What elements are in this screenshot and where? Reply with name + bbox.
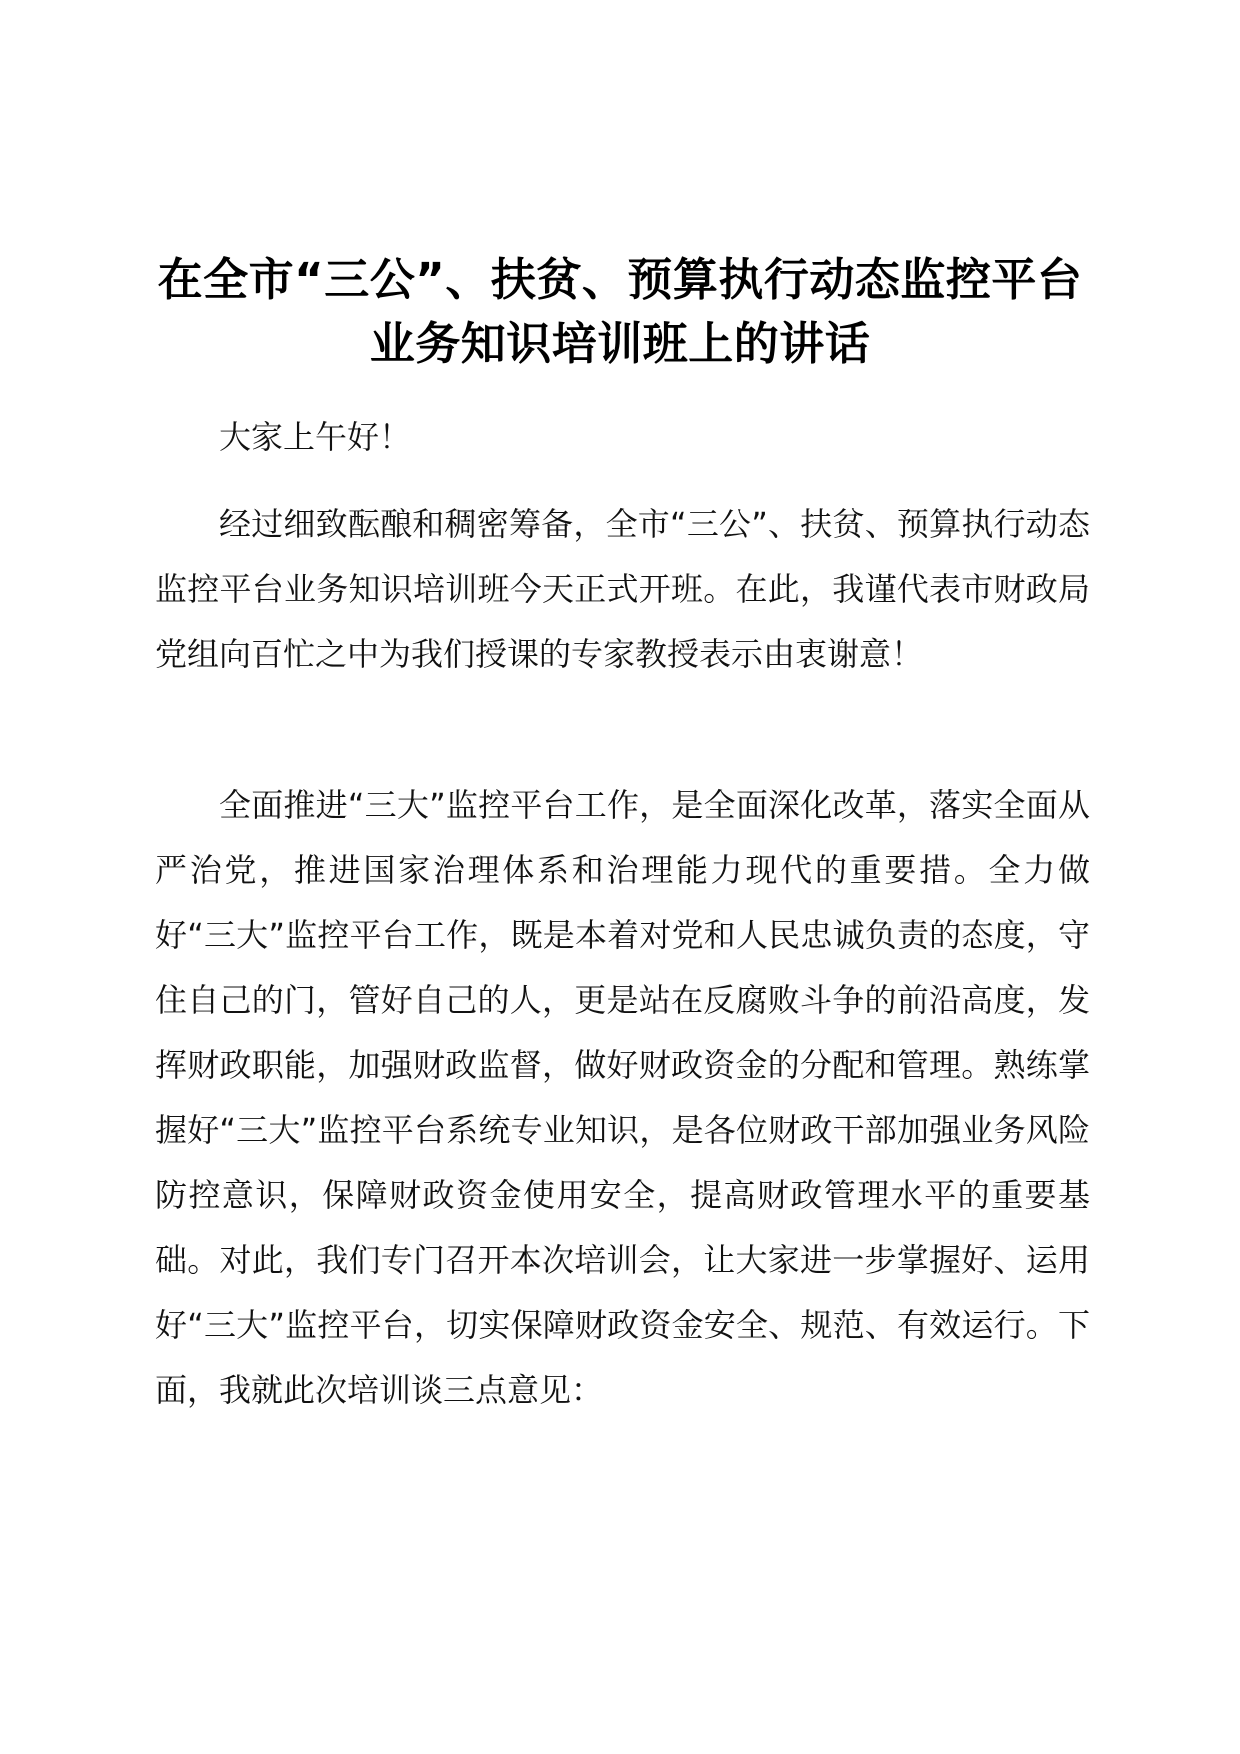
document-title: 在全市“三公”、扶贫、预算执行动态监控平台业务知识培训班上的讲话 bbox=[157, 253, 1083, 370]
paragraph-2: 全面推进“三大”监控平台工作，是全面深化改革，落实全面从严治党，推进国家治理体系和治理能力现代的重要措。全力做好“三大”监控平台工作，既是本着对党和人民忠诚负责的态度，守住自己的门，管好自己的人，更是站在反腐败斗争的前沿高度，发挥财政职能，加强财政监督，做好财政资金的分配和管理。熟练掌握好“三大”监控平台系统专业知识，是各位财政干部加强业务风险防控意识，保障财政资金使用安全，提高财政管理水平的重要基础。对此，我们专门召开本次培训会，让大家进一步掌握好、运用好“三大”监控平台，切实保障财政资金安全、规范、有效运行。下面，我就此次培训谈三点意见： bbox=[155, 786, 1090, 1409]
greeting: 大家上午好！ bbox=[219, 418, 412, 456]
paragraph-1: 经过细致酝酿和稠密筹备，全市“三公”、扶贫、预算执行动态监控平台业务知识培训班今天正式开班。在此，我谨代表市财政局党组向百忙之中为我们授课的专家教授表示由衷谢意！ bbox=[155, 505, 1090, 673]
